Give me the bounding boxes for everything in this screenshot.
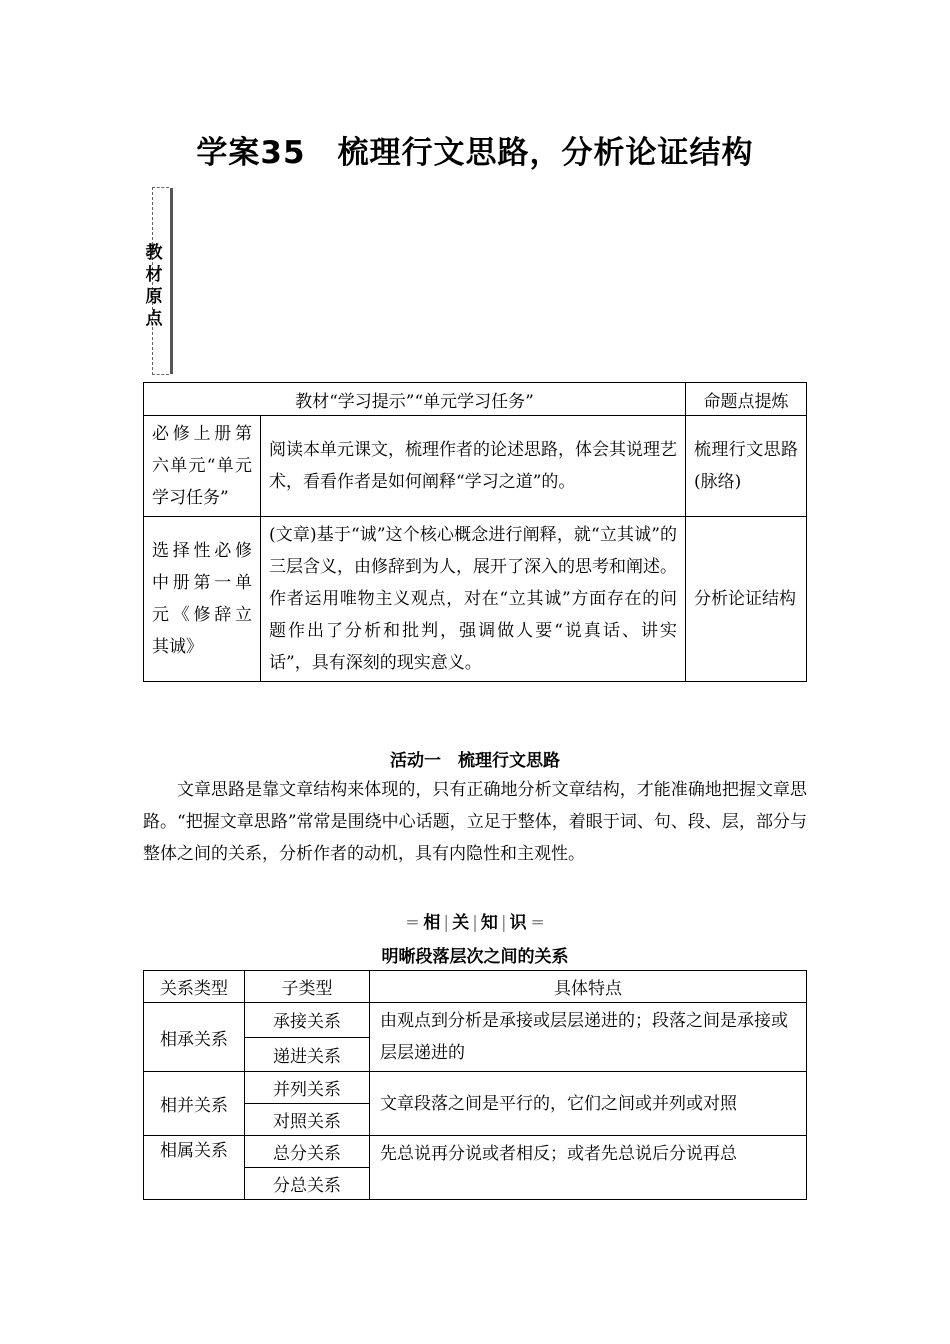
relation-subtype: 承接关系: [245, 1003, 370, 1038]
knowledge-banner: ═ 相 | 关 | 知 | 识 ═: [407, 913, 543, 933]
intro-paragraph: 文章思路是靠文章结构来体现的，只有正确地分析文章结构，才能准确地把握文章思路。“把握文章思路”常常是围绕中心话题，立足于整体，着眼于词、句、段、层，部分与整体之间的关系，分析作者的动机，具有内隐性和主观性。: [143, 780, 807, 864]
table-row: [144, 416, 807, 517]
relation-type: 相承关系: [144, 1003, 245, 1072]
relation-subtype: 分总关系: [245, 1168, 370, 1200]
relation-feature: 文章段落之间是平行的，它们之间或并列或对照: [370, 1072, 807, 1136]
textbook-table: [143, 382, 807, 682]
row-content: 阅读本单元课文，梳理作者的论述思路，体会其说理艺术，看看作者是如何阐释“学习之道”的。: [261, 416, 686, 517]
header-subtype: 子类型: [245, 971, 370, 1003]
sidebar-tag: [145, 187, 169, 375]
relations-table-title: 明晰段落层次之间的关系: [381, 947, 569, 967]
activity-title: 活动一 梳理行文思路: [390, 751, 560, 771]
textbook-table-header: [144, 383, 807, 416]
sidebar-label: 教材原点: [145, 243, 163, 329]
relations-header: [144, 971, 807, 1003]
sidebar-bar: [170, 188, 173, 374]
relations-table: [143, 970, 807, 1200]
row-content: (文章)基于“诚”这个核心概念进行阐释，就“立其诚”的三层含义，由修辞到为人，展开了深入的思考和阐述。作者运用唯物主义观点，对在“立其诚”方面存在的问题作出了分析和批判，强调做人要“说真话、讲实话”，具有深刻的现实意义。: [261, 517, 686, 682]
row-point: 梳理行文思路(脉络): [686, 416, 807, 517]
banner-char: 关: [452, 913, 470, 933]
table-row: [144, 1072, 807, 1104]
row-source: 必修上册第六单元“单元学习任务”: [144, 416, 261, 517]
table-row: [144, 517, 807, 682]
row-source: 选择性必修中册第一单元《修辞立其诚》: [144, 517, 261, 682]
header-points: 命题点提炼: [686, 383, 807, 416]
table-row: [144, 1003, 807, 1038]
table-row: [144, 1136, 807, 1168]
relation-subtype: 并列关系: [245, 1072, 370, 1104]
header-type: 关系类型: [144, 971, 245, 1003]
relation-feature: 由观点到分析是承接或层层递进的；段落之间是承接或层层递进的: [370, 1003, 807, 1072]
banner-char: 知: [480, 913, 498, 933]
relation-subtype: 对照关系: [245, 1104, 370, 1136]
header-feature: 具体特点: [370, 971, 807, 1003]
relation-type: 相并关系: [144, 1072, 245, 1136]
banner-deco-left: ═: [407, 913, 418, 933]
header-tasks: 教材“学习提示”“单元学习任务”: [144, 383, 686, 416]
relation-subtype: 递进关系: [245, 1037, 370, 1072]
page-title: 学案35 梳理行文思路，分析论证结构: [196, 135, 754, 171]
relation-type: 相属关系: [144, 1136, 245, 1200]
banner-deco-right: ═: [532, 913, 543, 933]
banner-char: 相: [423, 913, 441, 933]
banner-char: 识: [509, 913, 527, 933]
relation-subtype: 总分关系: [245, 1136, 370, 1168]
row-point: 分析论证结构: [686, 517, 807, 682]
relation-feature: 先总说再分说或者相反；或者先总说后分说再总: [370, 1136, 807, 1200]
